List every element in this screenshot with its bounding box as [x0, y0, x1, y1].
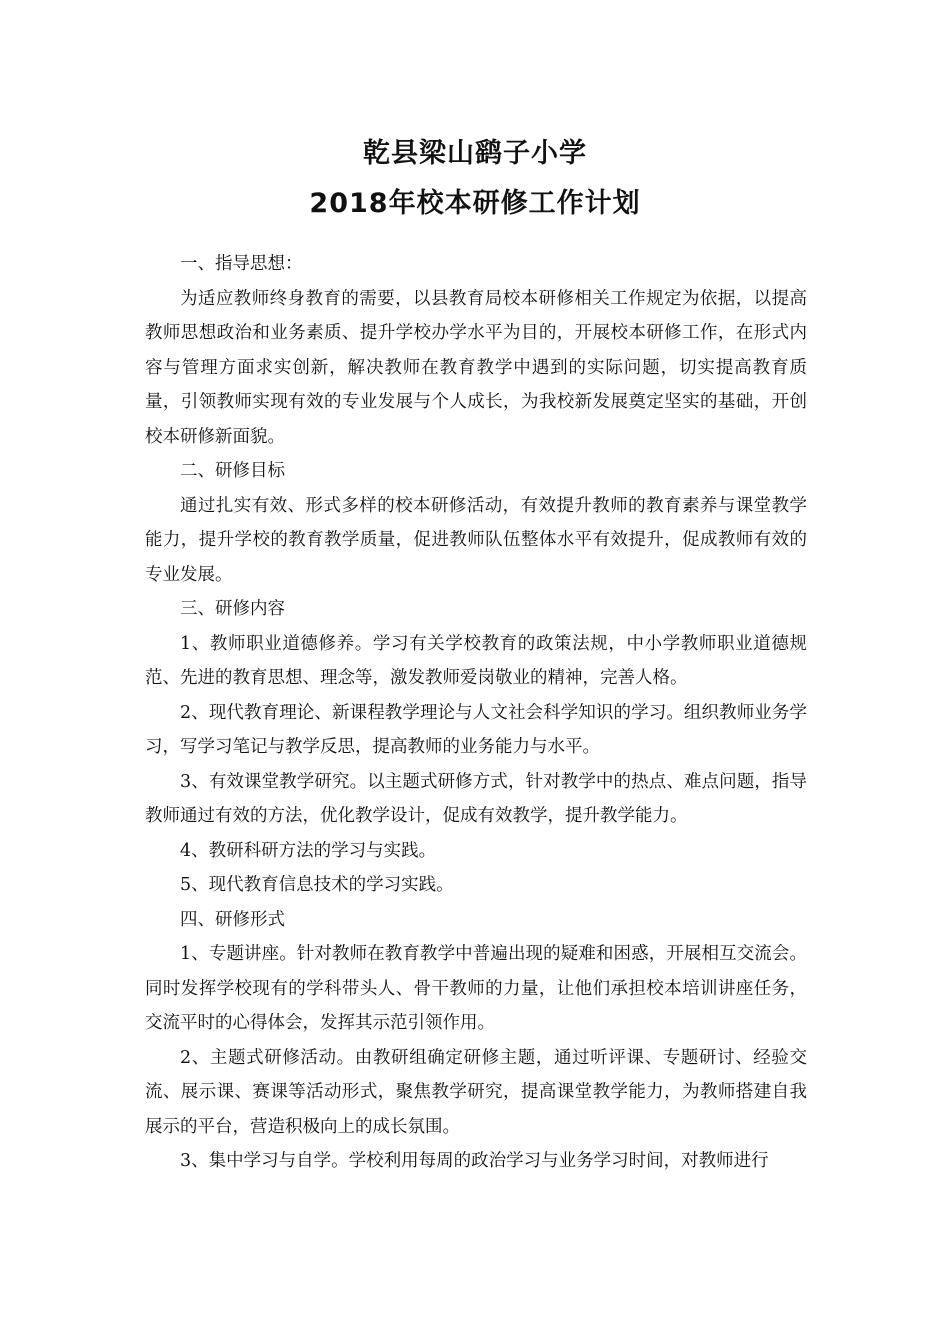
paragraph-content-item-1: 1、教师职业道德修养。学习有关学校教育的政策法规，中小学教师职业道德规范、先进的教育思想、理念等，激发教师爱岗敬业的精神，完善人格。 [145, 633, 807, 688]
paragraph-content-item-5: 5、现代教育信息技术的学习实践。 [180, 875, 454, 895]
document-body [145, 247, 807, 1179]
paragraph-content-item-3: 3、有效课堂教学研究。以主题式研修方式，针对教学中的热点、难点问题，指导教师通过有效的方法，优化教学设计，促成有效教学，提升教学能力。 [145, 771, 807, 826]
section-heading-content: 三、研修内容 [180, 599, 285, 619]
paragraph-forms-item-2: 2、主题式研修活动。由教研组确定研修主题，通过听评课、专题研讨、经验交流、展示课、赛课等活动形式，聚焦教学研究，提高课堂教学能力，为教师搭建自我展示的平台，营造积极向上的成长氛围。 [145, 1047, 807, 1137]
section-heading-goals: 二、研修目标 [180, 461, 285, 481]
section-heading-forms: 四、研修形式 [180, 909, 285, 930]
paragraph-goals: 通过扎实有效、形式多样的校本研修活动，有效提升教师的教育素养与课堂教学能力，提升学校的教育教学质量，促进教师队伍整体水平有效提升，促成教师有效的专业发展。 [145, 495, 807, 585]
paragraph-guiding-ideology: 为适应教师终身教育的需要，以县教育局校本研修相关工作规定为依据，以提高教师思想政治和业务素质、提升学校办学水平为目的，开展校本研修工作，在形式内容与管理方面求实创新，解决教师在教育教学中遇到的实际问题，切实提高教育质量，引领教师实现有效的专业发展与个人成长，为我校新发展奠定坚实的基础，开创校本研修新面貌。 [145, 288, 807, 447]
paragraph-forms-item-1: 1、专题讲座。针对教师在教育教学中普遍出现的疑难和困惑，开展相互交流会。同时发挥学校现有的学科带头人、骨干教师的力量，让他们承担校本培训讲座任务，交流平时的心得体会，发挥其示范引领作用。 [145, 944, 807, 1033]
section-heading-guiding-ideology: 一、指导思想： [180, 254, 303, 274]
document-title-plan: 2018年校本研修工作计划 [309, 188, 641, 219]
paragraph-content-item-4: 4、教研科研方法的学习与实践。 [180, 840, 437, 861]
paragraph-content-item-2: 2、现代教育理论、新课程教学理论与人文社会科学知识的学习。组织教师业务学习，写学习笔记与教学反思，提高教师的业务能力与水平。 [145, 702, 807, 757]
document-title-school: 乾县梁山鹞子小学 [363, 138, 587, 169]
paragraph-forms-item-3: 3、集中学习与自学。学校利用每周的政治学习与业务学习时间，对教师进行 [180, 1151, 769, 1171]
